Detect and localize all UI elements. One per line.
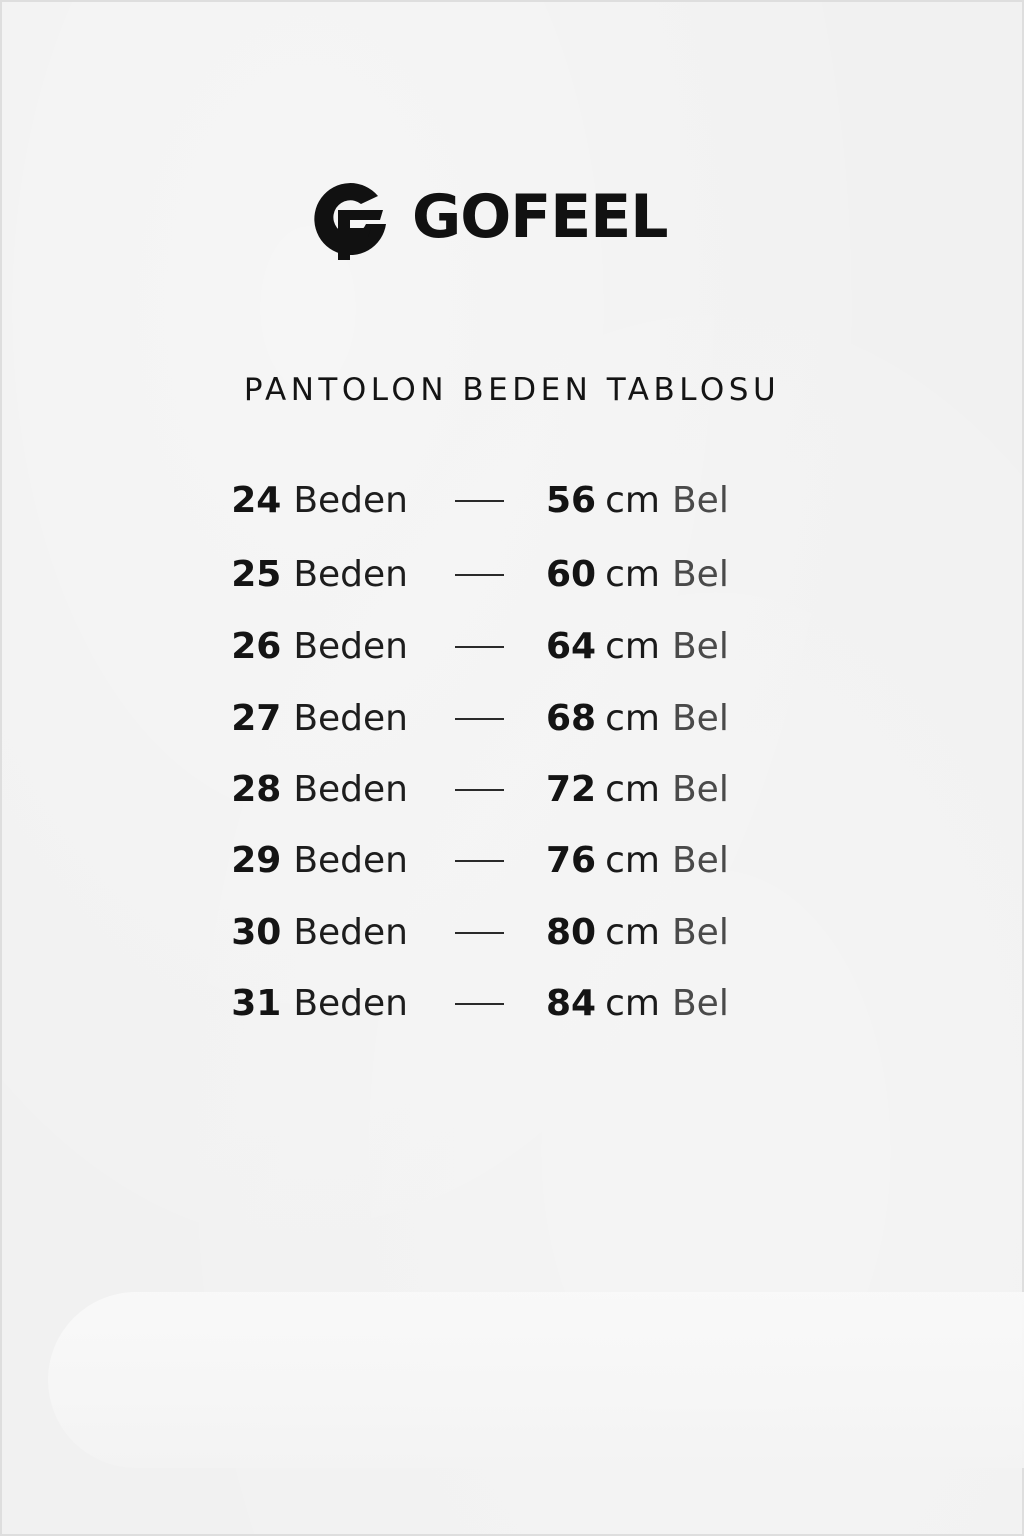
- size-label: Beden: [293, 553, 408, 595]
- waist-unit: cm: [605, 982, 660, 1024]
- waist-cell: [546, 830, 729, 890]
- size-label: Beden: [293, 625, 408, 667]
- waist-cell: [546, 470, 729, 530]
- waist-number: 64: [546, 625, 597, 667]
- size-row: [0, 973, 1024, 1033]
- waist-number: 56: [546, 479, 597, 521]
- row-divider-dash: [455, 789, 504, 791]
- waist-unit: cm: [605, 479, 660, 521]
- size-cell: [231, 616, 408, 676]
- waist-label: Bel: [671, 553, 729, 595]
- row-divider-dash: [455, 932, 504, 934]
- waist-label: Bel: [671, 911, 729, 953]
- waist-number: 80: [546, 911, 597, 953]
- waist-unit: cm: [605, 553, 660, 595]
- row-divider-dash: [455, 860, 504, 862]
- brand-logo: [304, 170, 667, 264]
- waist-label: Bel: [671, 625, 729, 667]
- size-cell: [231, 830, 408, 890]
- waist-label: Bel: [671, 479, 729, 521]
- size-cell: [231, 688, 408, 748]
- size-number: 28: [231, 768, 282, 810]
- size-label: Beden: [293, 697, 408, 739]
- size-cell: [231, 544, 408, 604]
- size-number: 24: [231, 479, 282, 521]
- row-divider-dash: [455, 1003, 504, 1005]
- bottom-light-band: [48, 1292, 1024, 1468]
- brand-wordmark: GOFEEL: [412, 182, 668, 252]
- size-number: 29: [231, 839, 282, 881]
- waist-unit: cm: [605, 768, 660, 810]
- size-row: [0, 616, 1024, 676]
- waist-label: Bel: [671, 839, 729, 881]
- size-row: [0, 688, 1024, 748]
- waist-number: 60: [546, 553, 597, 595]
- gofeel-g-mark-icon: [304, 172, 394, 262]
- size-chart-title: PANTOLON BEDEN TABLOSU: [243, 372, 781, 408]
- waist-cell: [546, 973, 729, 1033]
- size-row: [0, 759, 1024, 819]
- size-cell: [231, 759, 408, 819]
- row-divider-dash: [455, 646, 504, 648]
- waist-cell: [546, 688, 729, 748]
- waist-label: Bel: [671, 768, 729, 810]
- size-row: [0, 830, 1024, 890]
- size-label: Beden: [293, 911, 408, 953]
- waist-unit: cm: [605, 839, 660, 881]
- waist-cell: [546, 544, 729, 604]
- waist-cell: [546, 902, 729, 962]
- size-cell: [231, 973, 408, 1033]
- row-divider-dash: [455, 500, 504, 502]
- size-label: Beden: [293, 479, 408, 521]
- waist-cell: [546, 616, 729, 676]
- size-row: [0, 902, 1024, 962]
- size-label: Beden: [293, 839, 408, 881]
- size-row: [0, 470, 1024, 530]
- size-number: 25: [231, 553, 282, 595]
- waist-unit: cm: [605, 625, 660, 667]
- waist-label: Bel: [671, 982, 729, 1024]
- size-number: 31: [231, 982, 282, 1024]
- size-row: [0, 544, 1024, 604]
- waist-number: 84: [546, 982, 597, 1024]
- waist-label: Bel: [671, 697, 729, 739]
- waist-cell: [546, 759, 729, 819]
- row-divider-dash: [455, 574, 504, 576]
- size-label: Beden: [293, 982, 408, 1024]
- size-number: 30: [231, 911, 282, 953]
- waist-number: 76: [546, 839, 597, 881]
- row-divider-dash: [455, 718, 504, 720]
- waist-number: 68: [546, 697, 597, 739]
- size-cell: [231, 902, 408, 962]
- waist-unit: cm: [605, 911, 660, 953]
- waist-number: 72: [546, 768, 597, 810]
- size-label: Beden: [293, 768, 408, 810]
- size-number: 26: [231, 625, 282, 667]
- size-cell: [231, 470, 408, 530]
- size-number: 27: [231, 697, 282, 739]
- waist-unit: cm: [605, 697, 660, 739]
